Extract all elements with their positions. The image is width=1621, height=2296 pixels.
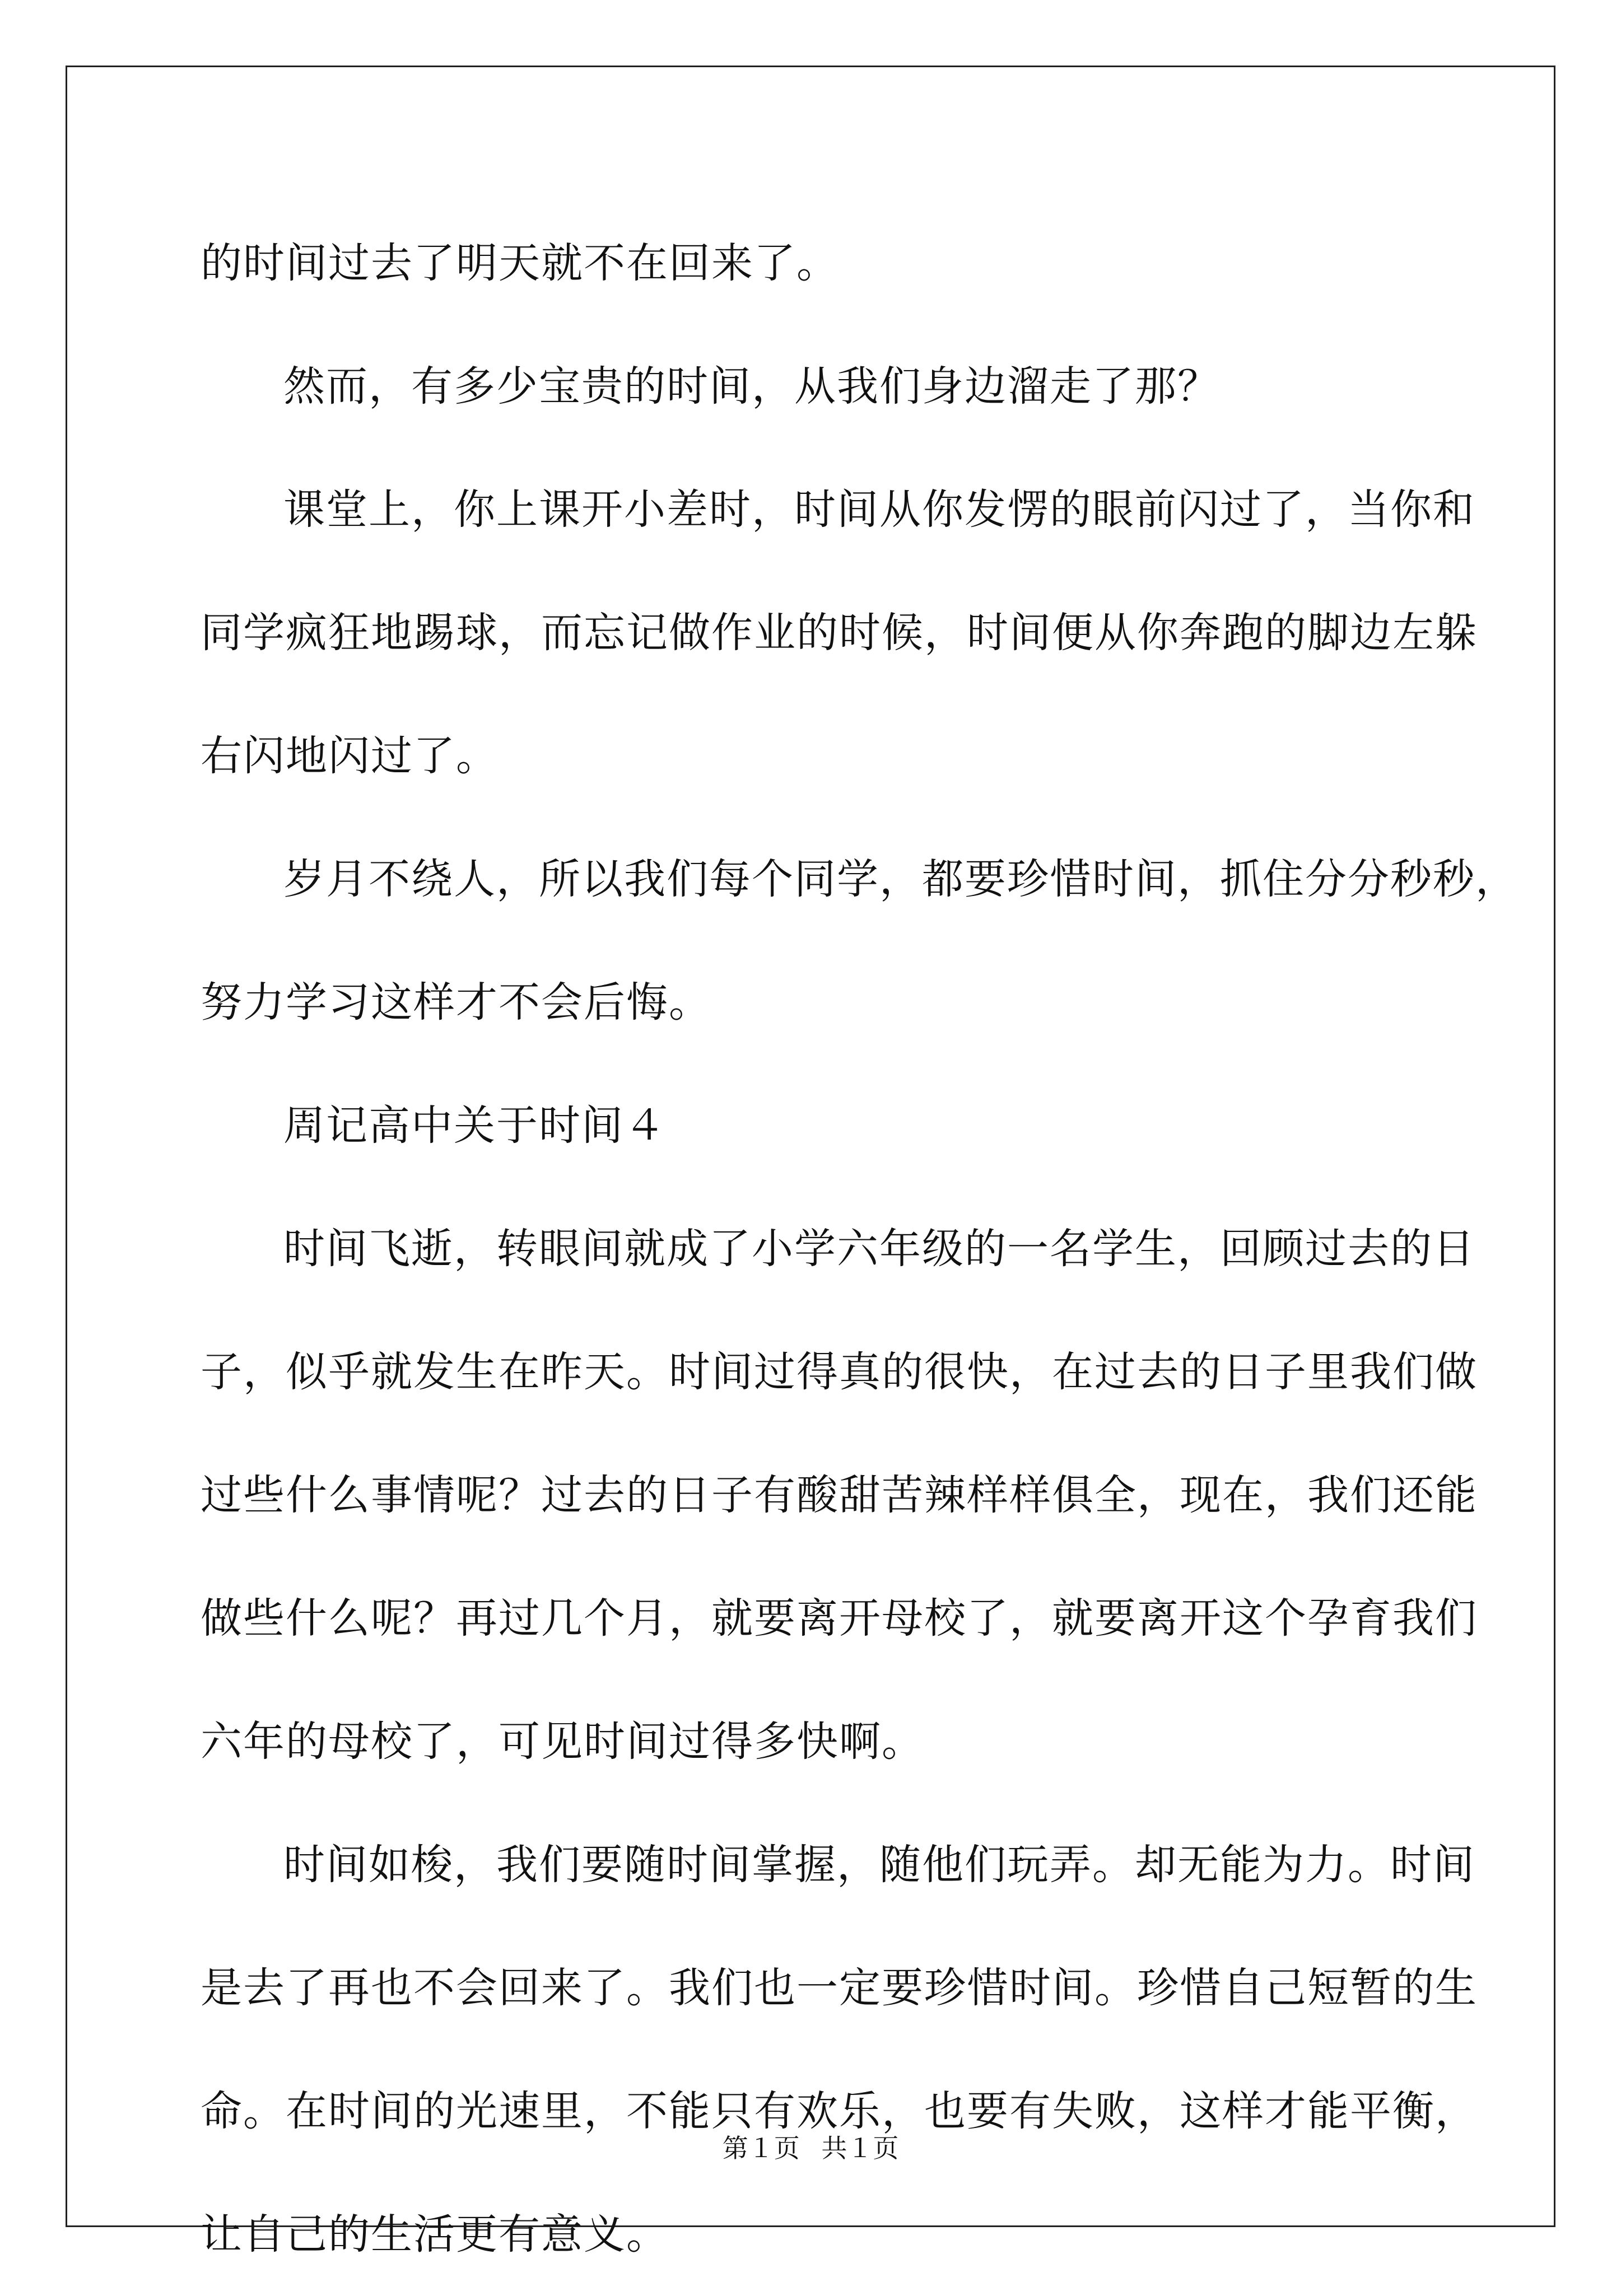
document-body	[201, 202, 1518, 2296]
page-footer	[0, 2128, 1621, 2165]
text-line-15: 是去了再也不会回来了。我们也一定要珍惜时间。珍惜自己短暂的生	[201, 1964, 1478, 2012]
text-line-16: 命。在时间的光速里，不能只有欢乐，也要有失败，这样才能平衡，	[201, 2087, 1478, 2135]
text-line-10: 子，似乎就发生在昨天。时间过得真的很快，在过去的日子里我们做	[201, 1348, 1478, 1396]
text-line-14: 时间如梭，我们要随时间掌握，随他们玩弄。却无能为力。时间	[283, 1841, 1475, 1889]
page-number: 第１页	[722, 2133, 800, 2163]
text-line-4: 同学疯狂地踢球，而忘记做作业的时候，时间便从你奔跑的脚边左躲	[201, 609, 1478, 657]
text-line-13: 六年的母校了，可见时间过得多快啊。	[201, 1718, 924, 1766]
text-line-5: 右闪地闪过了。	[201, 732, 499, 780]
text-line-6: 岁月不绕人，所以我们每个同学，都要珍惜时间，抓住分分秒秒，	[283, 855, 1518, 903]
text-line-2: 然而，有多少宝贵的时间，从我们身边溜走了那？	[283, 362, 1220, 410]
text-line-3: 课堂上，你上课开小差时，时间从你发愣的眼前闪过了，当你和	[283, 486, 1475, 534]
text-line-17: 让自己的生活更有意义。	[201, 2210, 669, 2258]
section-heading: 周记高中关于时间４	[283, 1102, 667, 1150]
text-line-7: 努力学习这样才不会后悔。	[201, 978, 711, 1026]
text-line-1: 的时间过去了明天就不在回来了。	[201, 239, 839, 287]
text-line-12: 做些什么呢？再过几个月，就要离开母校了，就要离开这个孕育我们	[201, 1594, 1478, 1642]
page-total: 共１页	[821, 2133, 899, 2163]
text-line-9: 时间飞逝，转眼间就成了小学六年级的一名学生，回顾过去的日	[283, 1225, 1475, 1273]
text-line-11: 过些什么事情呢？过去的日子有酸甜苦辣样样俱全，现在，我们还能	[201, 1471, 1478, 1519]
